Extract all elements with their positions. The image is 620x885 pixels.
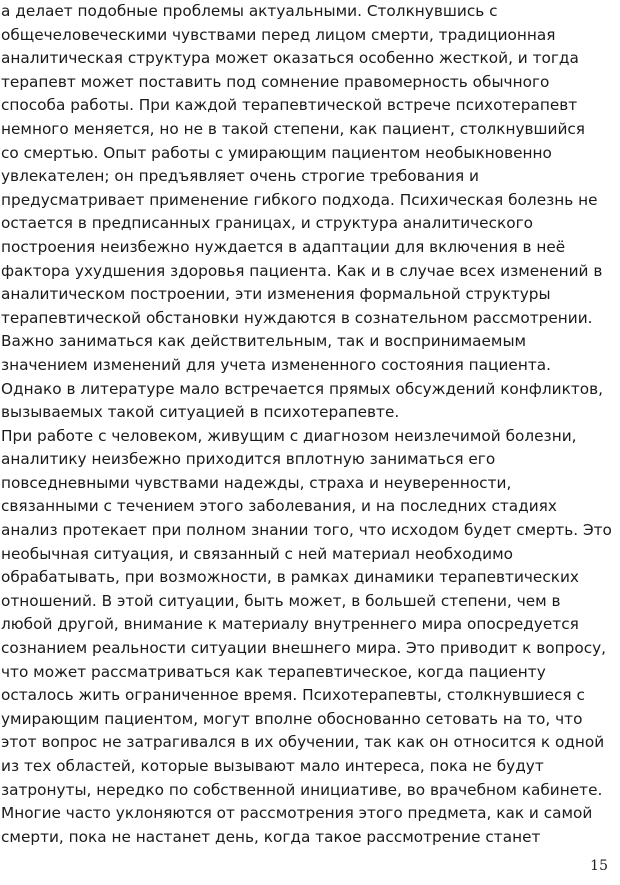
text-line: аналитическом построении, эти изменения формальной структуры bbox=[1, 285, 551, 304]
text-line: что может рассматриваться как терапевтическое, когда пациенту bbox=[1, 662, 546, 681]
body-text bbox=[1, 0, 620, 849]
page-number: 15 bbox=[590, 858, 608, 874]
text-line: терапевт может поставить под сомнение правомерность обычного bbox=[1, 72, 550, 91]
text-line: общечеловеческими чувствами перед лицом смерти, традиционная bbox=[1, 25, 556, 44]
text-line: немного меняется, но не в такой степени, как пациент, столкнувшийся bbox=[1, 119, 586, 138]
text-line: анализ протекает при полном знании того, что исходом будет смерть. Это bbox=[1, 521, 612, 540]
text-line: необычная ситуация, и связанный с ней материал необходимо bbox=[1, 544, 513, 563]
text-line: Многие часто уклоняются от рассмотрения этого предмета, как и самой bbox=[1, 804, 593, 823]
text-line: фактора ухудшения здоровья пациента. Как и в случае всех изменений в bbox=[1, 261, 603, 280]
text-line: этот вопрос не затрагивался в их обучении, так как он относится к одной bbox=[1, 733, 605, 752]
text-line: значением изменений для учета измененного состояния пациента. bbox=[1, 355, 551, 374]
text-line: повседневными чувствами надежды, страха и неуверенности, bbox=[1, 473, 512, 492]
text-line: обрабатывать, при возможности, в рамках динамики терапевтических bbox=[1, 568, 579, 587]
text-line: аналитику неизбежно приходится вплотную заниматься его bbox=[1, 450, 496, 469]
text-line: остается в предписанных границах, и структура аналитического bbox=[1, 214, 533, 233]
text-line: отношений. В этой ситуации, быть может, в большей степени, чем в bbox=[1, 591, 561, 610]
text-line: Однако в литературе мало встречается прямых обсуждений конфликтов, bbox=[1, 379, 603, 398]
text-line: вызываемых такой ситуацией в психотерапевте. bbox=[1, 403, 400, 422]
text-line: При работе с человеком, живущим с диагнозом неизлечимой болезни, bbox=[1, 426, 577, 445]
text-line: сознанием реальности ситуации внешнего мира. Это приводит к вопросу, bbox=[1, 639, 607, 658]
text-line: любой другой, внимание к материалу внутреннего мира опосредуется bbox=[1, 615, 579, 634]
text-line: осталось жить ограниченное время. Психотерапевты, столкнувшиеся с bbox=[1, 686, 585, 705]
text-line: смерти, пока не настанет день, когда такое рассмотрение станет bbox=[1, 827, 541, 846]
text-line: умирающим пациентом, могут вполне обоснованно сетовать на то, что bbox=[1, 709, 583, 728]
text-line: затронуты, нередко по собственной инициативе, во врачебном кабинете. bbox=[1, 780, 603, 799]
text-line: из тех областей, которые вызывают мало интереса, пока не будут bbox=[1, 757, 544, 775]
text-line: предусматривает применение гибкого подхода. Психическая болезнь не bbox=[1, 190, 598, 209]
text-line: терапевтической обстановки нуждаются в сознательном рассмотрении. bbox=[1, 308, 593, 327]
text-line: аналитическая структура может оказаться особенно жесткой, и тогда bbox=[1, 49, 579, 68]
text-line: со смертью. Опыт работы с умирающим пациентом необыкновенно bbox=[1, 143, 552, 162]
text-line: Важно заниматься как действительным, так и воспринимаемым bbox=[1, 332, 527, 351]
text-line: увлекателен; он предъявляет очень строгие требования и bbox=[1, 167, 479, 186]
text-line: способа работы. При каждой терапевтической встрече психотерапевт bbox=[1, 96, 578, 115]
text-line: связанными с течением этого заболевания, и на последних стадиях bbox=[1, 497, 557, 516]
text-line: а делает подобные проблемы актуальными. Столкнувшись с bbox=[1, 2, 498, 20]
text-line: построения неизбежно нуждается в адаптации для включения в неё bbox=[1, 237, 566, 256]
